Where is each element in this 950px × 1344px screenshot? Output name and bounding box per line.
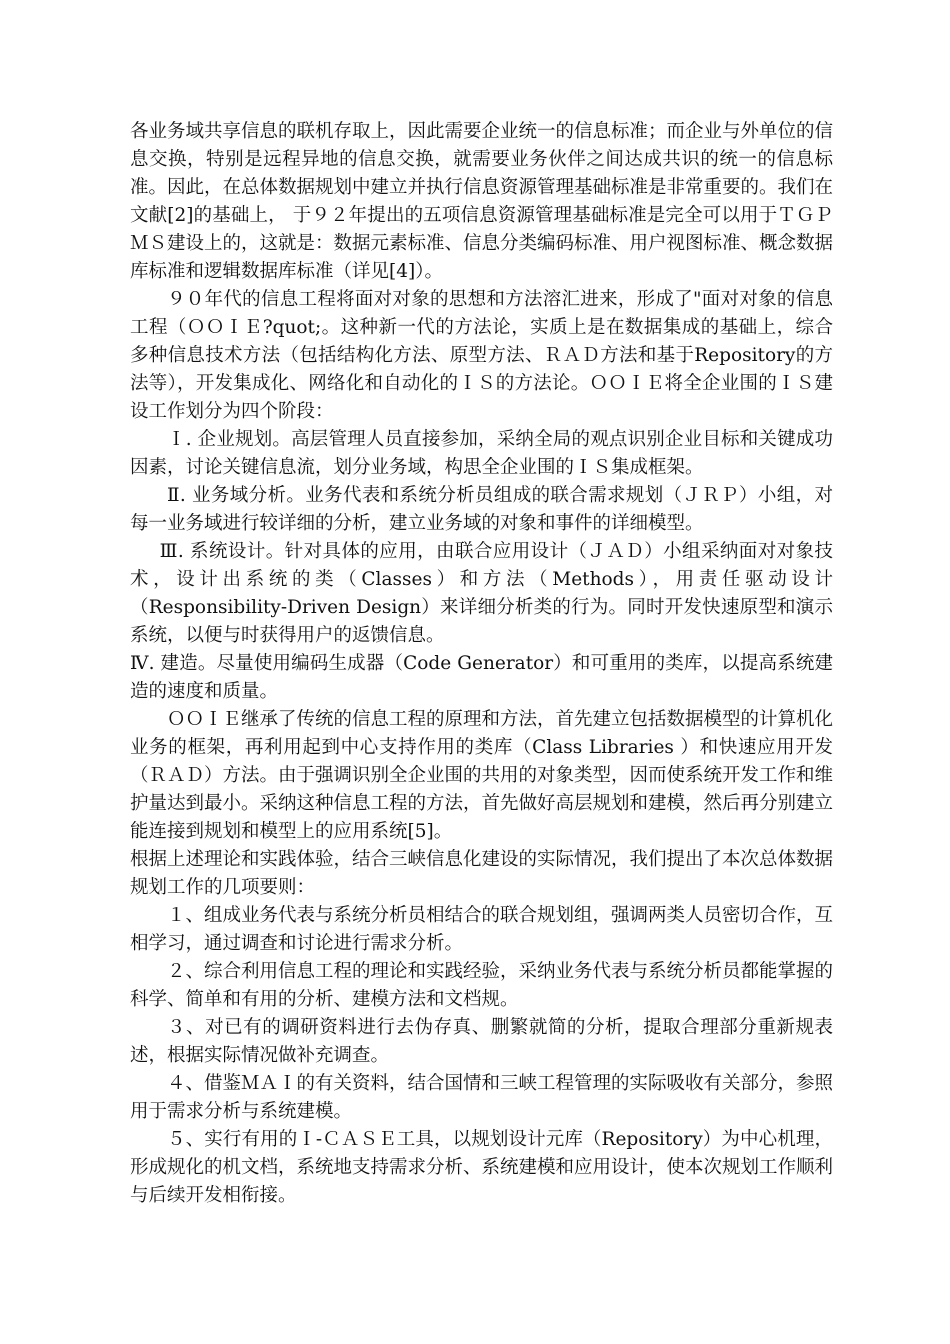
paragraph-ooie-intro: ９０年代的信息工程将面对对象的思想和方法溶汇进来，形成了"面对对象的信息工程（ＯＯＩＥ?quot;。这种新一代的方法论，实质上是在数据集成的基础上，综合多种信息技术方法（包括结构化方法、原型方法、ＲＡＤ方法和基于Repository的方法等），开发集成化、网络化和自动化的ＩＳ的方法论。ＯＯＩＥ将全企业围的ＩＳ建设工作划分为四个阶段： [130, 289, 833, 422]
paragraph-principles-intro: 根据上述理论和实践体验，结合三峡信息化建设的实际情况，我们提出了本次总体数据规划工作的几项要则： [130, 849, 834, 898]
paragraph-phase-4: Ⅳ. 建造。尽量使用编码生成器（Code Generator）和可重用的类库，以提高系统建造的速度和质量。 [130, 653, 833, 702]
list-item-principle-5: ５、实行有用的Ｉ-ＣＡＳＥ工具，以规划设计元库（Repository）为中心机理，形成规化的机文档，系统地支持需求分析、系统建模和应用设计，使本次规划工作顺利与后续开发相衔接。 [130, 1129, 834, 1206]
paragraph-info-standards: 各业务域共享信息的联机存取上，因此需要企业统一的信息标准；而企业与外单位的信息交换，特别是远程异地的信息交换，就需要业务伙伴之间达成共识的统一的信息标准。因此，在总体数据规划中建立并执行信息资源管理基础标准是非常重要的。我们在文献[2]的基础上， 于９２年提出的五项信息资源管理基础标准是完全可以用于ＴＧＰＭＳ建设上的，这就是：数据元素标准、信息分类编码标准、用户视图标准、概念数据库标准和逻辑数据库标准（详见[4]）。 [130, 121, 834, 282]
paragraph-phase-2: Ⅱ. 业务域分析。业务代表和系统分析员组成的联合需求规划（ＪＲＰ）小组，对每一业务域进行较详细的分析，建立业务域的对象和事件的详细模型。 [130, 485, 833, 534]
paragraph-phase-1: Ｉ. 企业规划。高层管理人员直接参加，采纳全局的观点识别企业目标和关键成功因素，讨论关键信息流，划分业务域，构思全企业围的ＩＳ集成框架。 [130, 429, 833, 478]
list-item-principle-3: ３、对已有的调研资料进行去伪存真、删繁就简的分析，提取合理部分重新规表述，根据实际情况做补充调查。 [130, 1017, 833, 1066]
document-page [130, 118, 833, 1210]
paragraph-phase-3: Ⅲ. 系统设计。针对具体的应用，由联合应用设计（ＪＡＤ）小组采纳面对对象技术，设计出系统的类（Classes）和方法（Methods），用责任驱动设计（Responsibility-Driven Design）来详细分析类的行为。同时开发快速原型和演示系统，以便与时获得用户的返馈信息。 [130, 541, 833, 646]
list-item-principle-2: ２、综合利用信息工程的理论和实践经验，采纳业务代表与系统分析员都能掌握的科学、简单和有用的分析、建模方法和文档规。 [130, 961, 834, 1010]
list-item-principle-1: １、组成业务代表与系统分析员相结合的联合规划组，强调两类人员密切合作，互相学习，通过调查和讨论进行需求分析。 [130, 905, 834, 954]
paragraph-ooie-summary: ＯＯＩＥ继承了传统的信息工程的原理和方法，首先建立包括数据模型的计算机化业务的框架，再利用起到中心支持作用的类库（Class Libraries ）和快速应用开发（ＲＡＤ）方法。由于强调识别全企业围的共用的对象类型，因而使系统开发工作和维护量达到最小。采纳这种信息工程的方法，首先做好高层规划和建模，然后再分别建立能连接到规划和模型上的应用系统[5]。 [130, 709, 834, 842]
list-item-principle-4: ４、借鉴ＭＡＩ的有关资料，结合国情和三峡工程管理的实际吸收有关部分，参照用于需求分析与系统建模。 [130, 1073, 834, 1122]
